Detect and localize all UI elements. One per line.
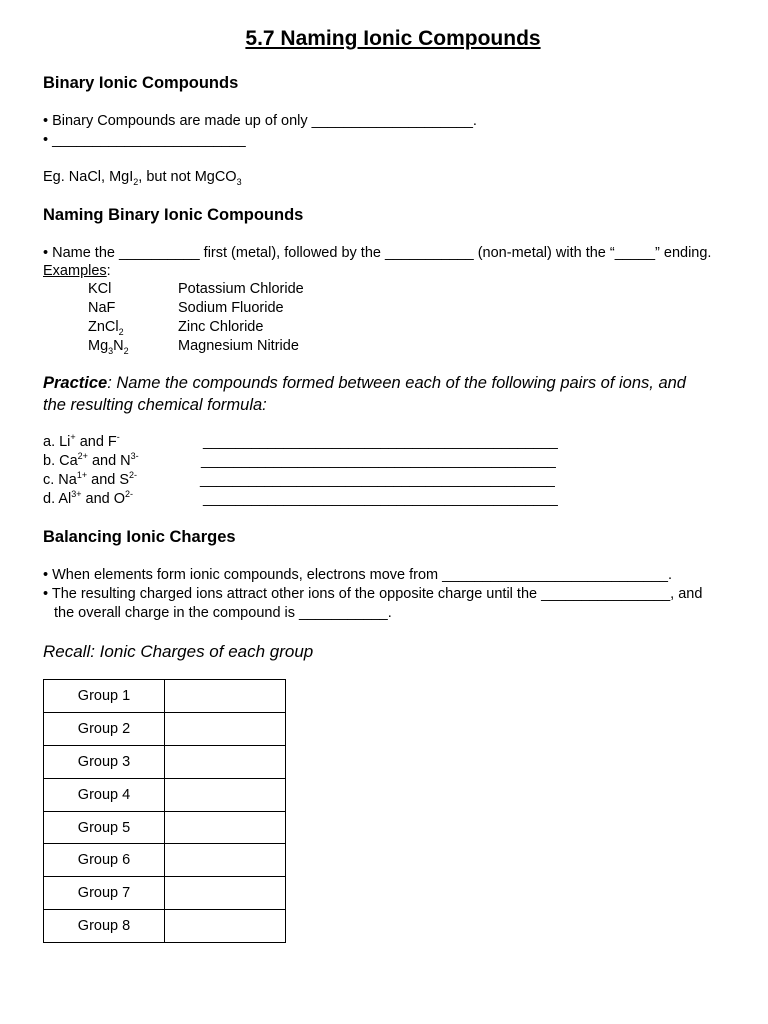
balancing-heading: Balancing Ionic Charges (43, 528, 236, 546)
practice-item (43, 490, 133, 508)
balancing-bullet-1: • When elements form ionic compounds, electrons move from ____________________________. (43, 567, 672, 583)
page-title: 5.7 Naming Ionic Compounds (245, 27, 541, 50)
practice-item-ion-2: and S (87, 472, 130, 488)
balancing-bullet-2: • The resulting charged ions attract other ions of the opposite charge until the ________________, and (43, 586, 703, 602)
group-label: Group 1 (44, 680, 165, 713)
charge-cell[interactable] (165, 844, 286, 877)
table-row (44, 778, 286, 811)
example-formula (88, 318, 124, 336)
practice-item-charge-2: 2- (129, 470, 138, 481)
practice-item-charge-2: - (116, 432, 120, 443)
practice-item-ion-1: a. Li (43, 434, 71, 450)
table-row (44, 745, 286, 778)
example-name: Sodium Fluoride (178, 300, 284, 316)
charge-cell[interactable] (165, 712, 286, 745)
charge-cell[interactable] (165, 910, 286, 943)
binary-bullet-1: • Binary Compounds are made up of only ____________________. (43, 113, 477, 129)
binary-example-mid: , but not MgCO (138, 169, 237, 185)
practice-item-ion-2: and F (75, 434, 117, 450)
practice-item-charge-2: 3- (130, 451, 139, 462)
recall-label: Recall: Ionic Charges of each group (43, 642, 314, 661)
practice-item-charge-1: 1+ (76, 470, 88, 481)
charge-cell[interactable] (165, 680, 286, 713)
binary-bullet-2: • ________________________ (43, 132, 246, 148)
example-formula: NaF (88, 300, 116, 316)
example-name: Zinc Chloride (178, 319, 264, 335)
naming-rule: • Name the __________ first (metal), followed by the ___________ (non-metal) with the “_____” ending. (43, 245, 712, 261)
group-label: Group 7 (44, 877, 165, 910)
example-formula-a: Mg (88, 338, 109, 354)
example-formula-sub-b: 2 (123, 345, 129, 356)
example-formula-base: ZnCl (88, 319, 119, 335)
example-formula (88, 337, 129, 355)
practice-item-charge-1: 3+ (71, 489, 82, 500)
example-formula: KCl (88, 281, 112, 297)
binary-example-sub-1: 2 (133, 176, 139, 187)
charge-cell[interactable] (165, 877, 286, 910)
practice-item (43, 452, 139, 470)
practice-answer-blank[interactable]: ____________________________________________ (203, 491, 558, 507)
binary-example-sub-2: 3 (236, 176, 242, 187)
practice-answer-blank[interactable]: ____________________________________________ (203, 434, 558, 450)
practice-item-charge-1: 2+ (77, 451, 88, 462)
example-formula-sub-a: 3 (108, 345, 114, 356)
charge-cell[interactable] (165, 811, 286, 844)
example-name: Potassium Chloride (178, 281, 304, 297)
practice-item (43, 433, 120, 451)
practice-item-ion-1: b. Ca (43, 453, 78, 469)
charge-cell[interactable] (165, 745, 286, 778)
practice-item-ion-2: and N (87, 453, 131, 469)
practice-item-ion-1: d. Al (43, 491, 72, 507)
practice-instruction-text: : Name the compounds formed between each of the following pairs of ions, and (107, 374, 686, 392)
practice-answer-blank[interactable]: ____________________________________________ (201, 453, 556, 469)
practice-item-charge-1: + (70, 432, 76, 443)
example-formula-b: N (113, 338, 124, 354)
binary-heading: Binary Ionic Compounds (43, 74, 239, 92)
balancing-bullet-2-cont: the overall charge in the compound is ___________. (54, 605, 392, 621)
table-row (44, 811, 286, 844)
examples-label (43, 262, 111, 280)
practice-item-ion-2: and O (81, 491, 126, 507)
example-name: Magnesium Nitride (178, 338, 299, 354)
group-label: Group 5 (44, 811, 165, 844)
practice-answer-blank[interactable]: ____________________________________________ (200, 472, 555, 488)
naming-heading: Naming Binary Ionic Compounds (43, 206, 304, 224)
binary-example-prefix: Eg. NaCl, MgI (43, 169, 134, 185)
charge-cell[interactable] (165, 778, 286, 811)
practice-instruction-2: the resulting chemical formula: (43, 396, 267, 414)
examples-label-text: Examples (43, 263, 107, 279)
group-label: Group 6 (44, 844, 165, 877)
practice-item-ion-1: c. Na (43, 472, 77, 488)
table-row (44, 712, 286, 745)
table-row (44, 877, 286, 910)
examples-label-colon: : (106, 263, 111, 279)
table-row (44, 680, 286, 713)
ionic-charges-table (43, 679, 286, 943)
practice-item-charge-2: 2- (125, 489, 134, 500)
group-label: Group 4 (44, 778, 165, 811)
example-formula-sub: 2 (118, 326, 124, 337)
practice-label: Practice (43, 374, 108, 392)
practice-item (43, 471, 137, 489)
table-row (44, 910, 286, 943)
group-label: Group 3 (44, 745, 165, 778)
group-label: Group 8 (44, 910, 165, 943)
practice-instruction (43, 374, 686, 393)
group-label: Group 2 (44, 712, 165, 745)
table-row (44, 844, 286, 877)
binary-example (43, 168, 242, 186)
